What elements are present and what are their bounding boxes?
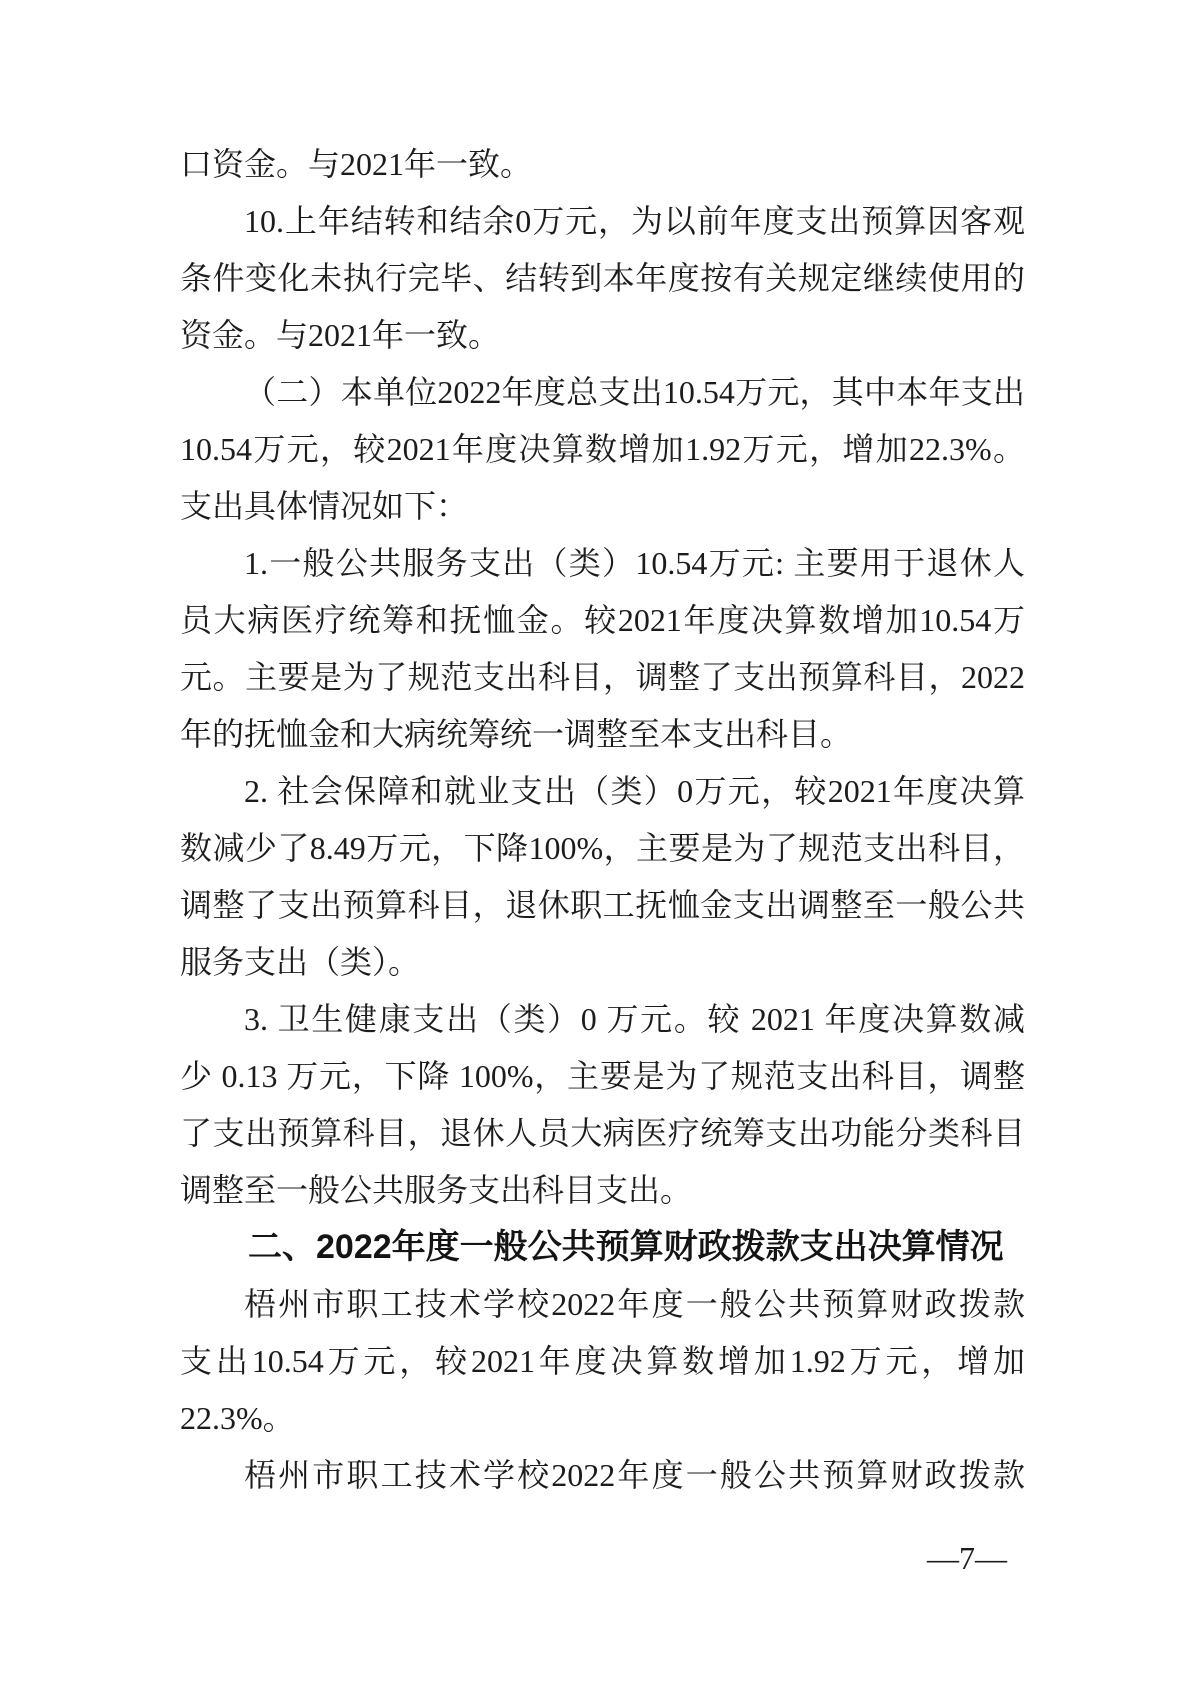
text-line: 了支出预算科目，退休人员大病医疗统筹支出功能分类科目 bbox=[180, 1115, 1025, 1151]
text-line: 资金。与2021年一致。 bbox=[180, 317, 501, 353]
text-line: （二）本单位2022年度总支出10.54万元，其中本年支出 bbox=[244, 374, 1025, 410]
text-line: 员大病医疗统筹和抚恤金。较2021年度决算数增加10.54万 bbox=[180, 602, 1025, 638]
text-line: 少 0.13 万元，下降 100%，主要是为了规范支出科目，调整 bbox=[180, 1058, 1025, 1094]
document-body bbox=[180, 136, 1025, 1504]
text-line: 支出10.54万元，较2021年度决算数增加1.92万元，增加 bbox=[180, 1343, 1025, 1379]
text-line: 条件变化未执行完毕、结转到本年度按有关规定继续使用的 bbox=[180, 260, 1025, 296]
text-line: 梧州市职工技术学校2022年度一般公共预算财政拨款 bbox=[244, 1457, 1025, 1493]
text-line: 年的抚恤金和大病统筹统一调整至本支出科目。 bbox=[180, 716, 853, 752]
page-footer bbox=[927, 1530, 1007, 1587]
text-line: 元。主要是为了规范支出科目，调整了支出预算科目，2022 bbox=[180, 659, 1025, 695]
text-line: 2. 社会保障和就业支出（类）0万元，较2021年度决算 bbox=[244, 773, 1025, 809]
text-line: 1.一般公共服务支出（类）10.54万元: 主要用于退休人 bbox=[244, 545, 1025, 581]
text-line: 数减少了8.49万元，下降100%，主要是为了规范支出科目， bbox=[180, 830, 1025, 866]
section-heading: 二、2022年度一般公共预算财政拨款支出决算情况 bbox=[248, 1228, 1004, 1266]
text-line: 调整至一般公共服务支出科目支出。 bbox=[180, 1172, 693, 1208]
text-line: 3. 卫生健康支出（类）0 万元。较 2021 年度决算数减 bbox=[244, 1001, 1025, 1037]
text-line: 支出具体情况如下： bbox=[180, 488, 469, 524]
text-line: 口资金。与2021年一致。 bbox=[180, 146, 533, 182]
text-line: 梧州市职工技术学校2022年度一般公共预算财政拨款 bbox=[244, 1286, 1025, 1322]
text-line: 22.3%。 bbox=[180, 1400, 295, 1436]
page-number: —7— bbox=[927, 1540, 1007, 1576]
text-line: 调整了支出预算科目，退休职工抚恤金支出调整至一般公共 bbox=[180, 887, 1025, 923]
text-line: 10.上年结转和结余0万元，为以前年度支出预算因客观 bbox=[244, 203, 1025, 239]
text-line: 服务支出（类）。 bbox=[180, 944, 421, 980]
text-line: 10.54万元，较2021年度决算数增加1.92万元，增加22.3%。 bbox=[180, 431, 1025, 467]
